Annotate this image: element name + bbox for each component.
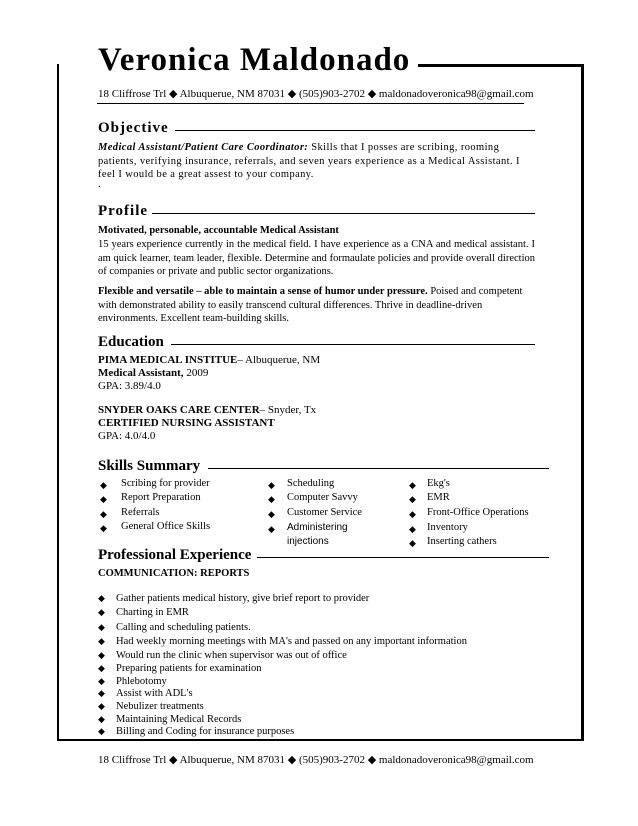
bullet-icon: ◆ <box>100 480 107 490</box>
edu-degree-year: 2009 <box>183 367 209 379</box>
bullet-icon: ◆ <box>98 676 105 686</box>
candidate-name: Veronica Maldonado <box>98 42 411 78</box>
bullet-icon: ◆ <box>268 494 275 504</box>
edu-school-1 <box>98 355 320 366</box>
experience-item <box>98 702 204 713</box>
experience-item <box>98 651 347 662</box>
bullet-icon: ◆ <box>409 494 416 504</box>
objective-rule <box>175 130 535 131</box>
experience-item-text: Preparing patients for examination <box>116 663 262 674</box>
objective-text <box>98 141 535 182</box>
edu-school-location: – Albuquerue, NM <box>237 354 321 366</box>
profile-text-2 <box>98 285 535 326</box>
bullet-icon: ◆ <box>98 701 105 711</box>
bullet-icon: ◆ <box>100 494 107 504</box>
bullet-icon: ◆ <box>98 622 105 632</box>
skill-item: Customer Service <box>287 507 362 518</box>
edu-school-name: SNYDER OAKS CARE CENTER <box>98 404 260 416</box>
contact-rule <box>97 103 524 104</box>
bullet-icon: ◆ <box>98 688 105 698</box>
contact-line-bottom: 18 Cliffrose Trl ◆ Albuquerue, NM 87031 ◆ (505)903-2702 ◆ maldonadoveronica98@gmail.com <box>98 754 534 766</box>
skill-item: Referrals <box>121 507 160 518</box>
skill-item: General Office Skills <box>121 521 211 532</box>
edu-school-name: PIMA MEDICAL INSTITUE <box>98 354 238 366</box>
experience-item <box>98 715 241 726</box>
bullet-icon: ◆ <box>268 524 275 534</box>
experience-item-text: Had weekly morning meetings with MA's and passed on any important information <box>116 636 467 647</box>
experience-item-text: Nebulizer treatments <box>116 701 204 712</box>
experience-rule <box>257 557 549 558</box>
experience-item-text: Phlebotomy <box>116 676 167 687</box>
bullet-icon: ◆ <box>98 607 105 617</box>
skill-item: injections <box>287 536 329 547</box>
experience-item <box>98 637 467 648</box>
edu-gpa-2: GPA: 4.0/4.0 <box>98 430 156 442</box>
bullet-icon: ◆ <box>100 509 107 519</box>
bullet-icon: ◆ <box>98 663 105 673</box>
profile-heading: Profile <box>98 203 149 219</box>
skill-item: Scribing for provider <box>121 478 210 489</box>
bullet-icon: ◆ <box>409 524 416 534</box>
experience-item-text: Charting in EMR <box>116 607 189 618</box>
experience-item <box>98 623 251 634</box>
experience-item-text: Billing and Coding for insurance purposes <box>116 726 295 737</box>
page-frame-left <box>57 64 59 740</box>
bullet-icon: ◆ <box>98 726 105 736</box>
page-frame-right <box>581 64 584 741</box>
experience-item <box>98 594 369 605</box>
bullet-icon: ◆ <box>98 650 105 660</box>
skills-rule <box>208 468 549 469</box>
experience-item <box>98 689 193 700</box>
edu-school-location: – Snyder, Tx <box>259 404 317 416</box>
skill-item: EMR <box>427 492 450 503</box>
contact-line-top: 18 Cliffrose Trl ◆ Albuquerue, NM 87031 ◆ (505)903-2702 ◆ maldonadoveronica98@gmail.com <box>98 88 534 100</box>
bullet-icon: ◆ <box>409 538 416 548</box>
experience-item <box>98 677 167 688</box>
profile-body-2: Poised and competent with demonstrated ability to easily transcend cultural differences. Thrive in deadline-driven environments. Excellent team-building skills. <box>98 286 523 324</box>
name-rule <box>418 64 584 67</box>
experience-heading: Professional Experience <box>98 547 252 563</box>
objective-body: Skills that I posses are scribing, rooming patients, verifying insurance, referrals, and seven years experience as a Medical Assistant. I feel I would be a great assest to your company. <box>98 142 520 180</box>
skill-item: Scheduling <box>287 478 335 489</box>
bullet-icon: ◆ <box>100 523 107 533</box>
experience-item <box>98 727 294 738</box>
bullet-icon: ◆ <box>98 636 105 646</box>
skill-item: Report Preparation <box>121 492 201 503</box>
experience-item-text: Gather patients medical history, give brief report to provider <box>116 593 370 604</box>
experience-item-text: Maintaining Medical Records <box>116 714 242 725</box>
skill-item: Computer Savvy <box>287 492 358 503</box>
skill-item: Front-Office Operations <box>427 507 529 518</box>
skills-heading: Skills Summary <box>98 458 201 474</box>
profile-lead: Motivated, personable, accountable Medical Assistant <box>98 225 339 236</box>
skill-item: Inventory <box>427 522 468 533</box>
education-heading: Education <box>98 334 164 350</box>
experience-subheading: COMMUNICATION: REPORTS <box>98 568 250 579</box>
experience-item-text: Assist with ADL's <box>116 688 193 699</box>
bullet-icon: ◆ <box>98 714 105 724</box>
profile-rule <box>152 213 535 214</box>
edu-degree-2: CERTIFIED NURSING ASSISTANT <box>98 417 275 429</box>
bullet-icon: ◆ <box>268 509 275 519</box>
objective-trailing: . <box>98 179 101 190</box>
edu-degree-1 <box>98 368 208 379</box>
edu-degree-name: Medical Assistant, <box>98 367 184 379</box>
profile-text: 15 years experience currently in the medical field. I have experience as a CNA and medical assistant. I am quick learner, team leader, flexible. Determine and formaulate policies and provide overall direction of companies or private and public sector organizations. <box>98 239 535 277</box>
experience-item-text: Calling and scheduling patients. <box>116 622 251 633</box>
skill-item: Inserting cathers <box>427 536 497 547</box>
bullet-icon: ◆ <box>268 480 275 490</box>
bullet-icon: ◆ <box>409 509 416 519</box>
education-rule <box>171 344 535 345</box>
edu-school-2 <box>98 405 316 416</box>
experience-item <box>98 664 262 675</box>
skill-item: Administering <box>287 522 348 533</box>
objective-heading: Objective <box>98 120 169 136</box>
experience-item-text: Would run the clinic when supervisor was out of office <box>116 650 347 661</box>
bullet-icon: ◆ <box>98 593 105 603</box>
skill-item: Ekg's <box>427 478 450 489</box>
bullet-icon: ◆ <box>409 480 416 490</box>
profile-lead-2: Flexible and versatile – able to maintain a sense of humor under pressure. <box>98 286 428 297</box>
objective-role: Medical Assistant/Patient Care Coordinator: <box>98 142 309 153</box>
page-frame-bottom <box>57 739 584 741</box>
edu-gpa-1: GPA: 3.89/4.0 <box>98 380 161 392</box>
experience-item <box>98 608 189 619</box>
